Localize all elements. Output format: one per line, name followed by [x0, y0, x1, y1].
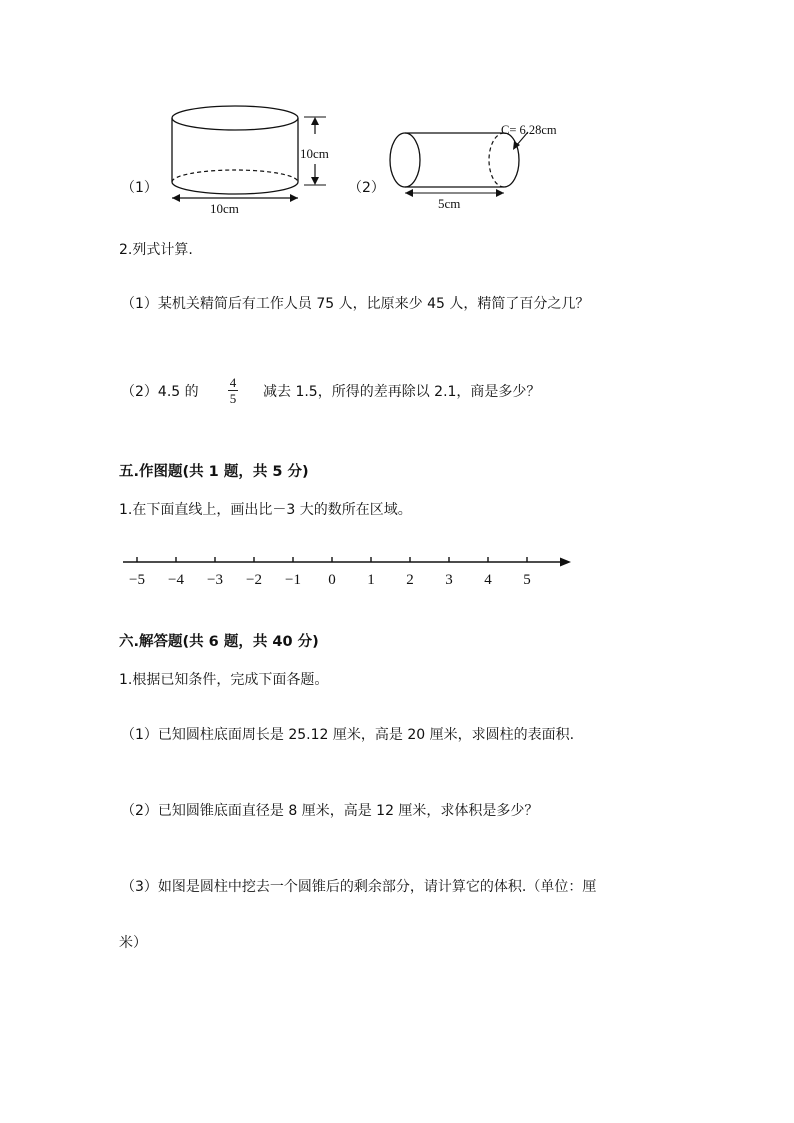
figure-1-width-label: 10cm: [210, 201, 239, 216]
section-6-question-3-line-2: 米）: [119, 935, 147, 951]
section-6-heading: 六.解答题(共 6 题，共 40 分): [119, 634, 319, 650]
section-6-question-1: （1）已知圆柱底面周长是 25.12 厘米，高是 20 厘米，求圆柱的表面积.: [121, 727, 575, 743]
number-line-tick-label: 2: [406, 572, 414, 588]
fraction-numerator: 4: [229, 375, 237, 390]
number-line-tick-label: −5: [129, 572, 145, 588]
number-line-tick-label: 3: [445, 572, 453, 588]
number-line-tick-label: 1: [367, 572, 375, 588]
number-line-tick-label: −2: [246, 572, 262, 588]
section-6-question-2: （2）已知圆锥底面直径是 8 厘米，高是 12 厘米，求体积是多少？: [121, 803, 539, 819]
section-5-heading: 五.作图题(共 1 题，共 5 分): [119, 464, 309, 480]
number-line-tick-label: −4: [168, 572, 184, 588]
calc-question-2-suffix: 减去 1.5，所得的差再除以 2.1，商是多少？: [263, 384, 541, 400]
figure-2-length-label: 5cm: [438, 196, 461, 211]
number-line-arrow-icon: [560, 558, 571, 567]
figure-1-height-label: 10cm: [300, 146, 329, 161]
figure-1-label: （1）: [121, 180, 158, 196]
fraction-four-fifths: [228, 375, 238, 406]
section-5-question-1: 1.在下面直线上，画出比－3 大的数所在区域。: [119, 502, 412, 518]
figure-2-circumference-label: C= 6.28cm: [501, 123, 557, 137]
number-line-tick-label: −1: [285, 572, 301, 588]
cylinder-figure-1: [160, 100, 350, 220]
number-line-tick-label: 4: [484, 572, 492, 588]
figure-2-label: （2）: [348, 180, 385, 196]
calc-question-1: （1）某机关精简后有工作人员 75 人，比原来少 45 人，精简了百分之几？: [121, 296, 590, 312]
calc-question-2-prefix: （2）4.5 的: [121, 384, 199, 400]
calc-section-title: 2.列式计算.: [119, 242, 193, 258]
cylinder-figure-2: [380, 112, 580, 216]
number-line[interactable]: [115, 550, 585, 596]
section-6-intro: 1.根据已知条件，完成下面各题。: [119, 672, 329, 688]
section-6-question-3-line-1: （3）如图是圆柱中挖去一个圆锥后的剩余部分，请计算它的体积.（单位：厘: [121, 879, 597, 895]
number-line-tick-label: 5: [523, 572, 531, 588]
number-line-tick-label: −3: [207, 572, 223, 588]
fraction-denominator: 5: [229, 391, 237, 406]
number-line-tick-label: 0: [328, 572, 336, 588]
